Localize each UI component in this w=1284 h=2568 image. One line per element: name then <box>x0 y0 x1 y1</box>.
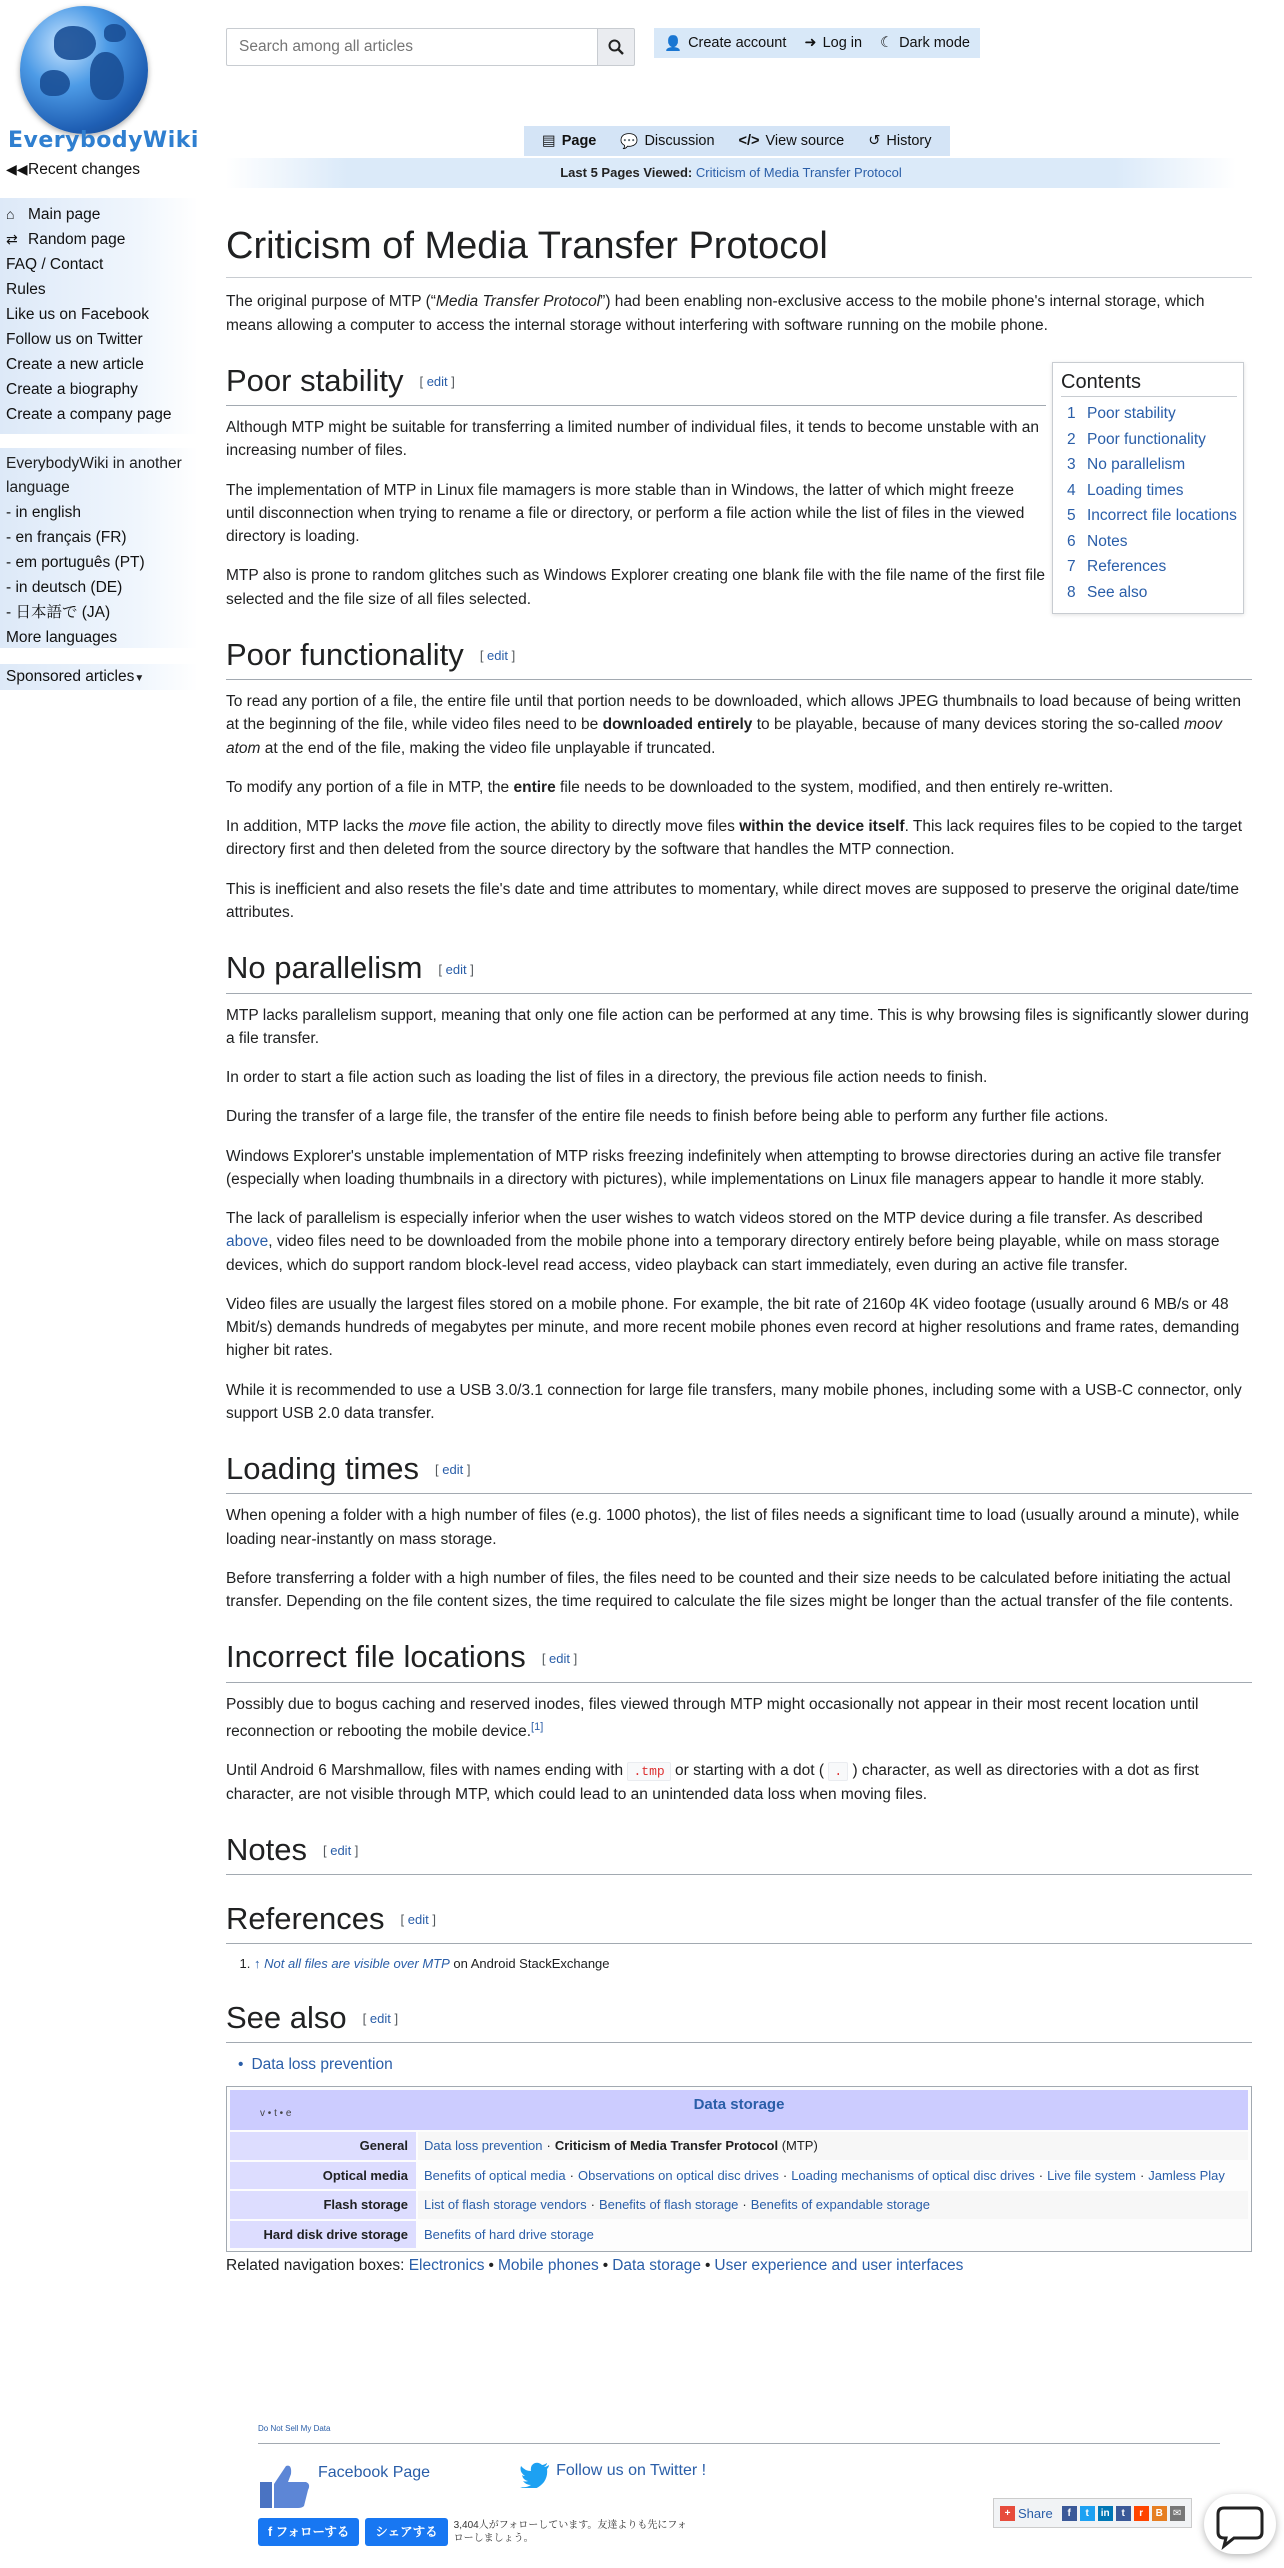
share-link[interactable]: Share <box>1018 2505 1053 2521</box>
toc-item[interactable]: 7 References <box>1059 554 1237 580</box>
toc-title: Contents <box>1061 371 1237 397</box>
navbox-data-storage <box>226 2086 1252 2252</box>
heading-loading-times: Loading times [ edit ] <box>226 1449 1252 1494</box>
navbox-list <box>418 2221 1248 2249</box>
tab-view-source[interactable]: </> View source <box>738 133 845 149</box>
sponsored-dropdown[interactable]: Sponsored articles▼ <box>0 664 198 690</box>
navbox-suffix: (MTP) <box>778 2138 818 2154</box>
facebook-follow-note: 3,404人がフォローしています。友達よりも先にフォローしましょう。 <box>453 2520 687 2544</box>
navbox-list <box>418 2191 1248 2219</box>
twitter-follow-link[interactable]: Follow us on Twitter ! <box>520 2462 706 2488</box>
toc-number: 1 <box>1067 405 1076 422</box>
toc-item[interactable]: 1 Poor stability <box>1059 401 1237 427</box>
twitter-icon <box>520 2462 550 2488</box>
dark-mode-toggle[interactable]: ☾ Dark mode <box>880 35 970 51</box>
sidebar-item-create-a-new-article[interactable]: Create a new article <box>6 356 144 373</box>
above-link[interactable]: above <box>226 1233 269 1251</box>
heading-incorrect-file-locations: Incorrect file locations [ edit ] <box>226 1637 1252 1682</box>
paragraph: Although MTP might be suitable for transferring a limited number of individual files, it tends to become unstable with an increasing number of files. <box>226 419 1040 460</box>
navbox-link[interactable]: Data loss prevention <box>424 2138 543 2154</box>
separator: • <box>602 2257 609 2275</box>
toc-item[interactable]: 5 Incorrect file locations <box>1059 503 1237 529</box>
paragraph: To modify any portion of a file in MTP, the entire file needs to be downloaded to the system, modified, and then entirely re-written. <box>226 778 1114 796</box>
paragraph: MTP also is prone to random glitches such as Windows Explorer creating one blank file with the file name of the first file selected and the file size of all files selected. <box>226 567 1046 608</box>
comments-icon: 💬 <box>620 133 639 150</box>
see-also-list <box>226 2053 1252 2076</box>
reference-item: 1. ↑ Not all files are visible over MTP on Android StackExchange <box>254 1954 1252 1974</box>
reference-link[interactable]: [1] <box>531 1720 544 1733</box>
navbox-title[interactable]: Data storage <box>693 2096 785 2114</box>
chat-bubble-icon[interactable] <box>1204 2494 1276 2554</box>
share-bar <box>993 2498 1192 2528</box>
toc-number: 3 <box>1067 456 1076 473</box>
sidebar-languages <box>0 448 198 648</box>
heading-references: References [ edit ] <box>226 1899 1252 1944</box>
toc-number: 2 <box>1067 430 1076 448</box>
edit-link[interactable]: edit <box>549 1650 571 1666</box>
recent-changes-link[interactable]: ◀◀Recent changes <box>0 157 140 182</box>
heading-see-also: See also [ edit ] <box>226 1998 1252 2043</box>
navbox-link[interactable]: Benefits of expandable storage <box>750 2197 931 2213</box>
heading-no-parallelism: No parallelism [ edit ] <box>226 948 1252 993</box>
paragraph: Video files are usually the largest files stored on a mobile phone. For example, the bit rate of 2160p 4K video footage (usually around 6 MB/s or 48 Mbit/s) demands hundreds of megabytes per minute, and more recent mobile phones even record at higher resolutions and frame rates, demanding higher bit rates. <box>226 1295 1240 1360</box>
navbox-current-item: Criticism of Media Transfer Protocol <box>554 2138 779 2154</box>
language-link[interactable]: - in deutsch (DE) <box>6 579 123 596</box>
home-icon: ⌂ <box>6 206 15 222</box>
reference-title-link[interactable]: Not all files are visible over MTP <box>264 1956 450 1972</box>
create-account-link[interactable]: 👤 Create account <box>664 35 787 52</box>
separator: · <box>546 2138 551 2154</box>
see-also-link[interactable]: Data loss prevention <box>251 2056 393 2074</box>
toc-item[interactable]: 8 See also <box>1059 580 1237 606</box>
separator: · <box>782 2167 788 2183</box>
separator: · <box>1139 2167 1145 2183</box>
last-viewed-bar: Last 5 Pages Viewed: Criticism of Media Transfer Protocol <box>226 158 1236 188</box>
paragraph: Until Android 6 Marshmallow, files with names ending with .tmp or starting with a dot ( . ) character, as well as directories with a dot as first character, are not visible through MTP, which could lead to an unintended data loss when moving files. <box>226 1762 1199 1803</box>
site-logo[interactable] <box>8 6 199 156</box>
navbox-row <box>230 2191 1248 2219</box>
facebook-icon: f <box>268 2525 276 2539</box>
blogger-share-icon[interactable]: B <box>1152 2506 1167 2521</box>
language-link[interactable]: - en français (FR) <box>6 529 127 546</box>
facebook-share-icon[interactable]: f <box>1062 2506 1077 2521</box>
caret-down-icon: ▼ <box>134 673 145 684</box>
page-tabs <box>524 126 950 156</box>
view-template-link[interactable]: v <box>260 2108 265 2120</box>
rewind-icon: ◀◀ <box>6 161 28 177</box>
share-plus-icon[interactable]: + <box>1000 2506 1015 2521</box>
paragraph: This is inefficient and also resets the file's date and time attributes to momentary, while direct moves are supposed to preserve the original date/time attributes. <box>226 880 1239 921</box>
paragraph: Windows Explorer's unstable implementation of MTP risks freezing indefinitely when attempting to browse directories during an active file transfer (especially when loading thumbnails in a directory with pictures), while implementations on Linux file managers appear to handle it more stably. <box>226 1147 1222 1188</box>
paragraph: While it is recommended to use a USB 3.0/3.1 connection for large file transfers, many mobile phones, including some with a USB-C connector, only support USB 2.0 data transfer. <box>226 1381 1242 1422</box>
navbox-link[interactable]: List of flash storage vendors <box>424 2197 587 2213</box>
login-icon: ➜ <box>804 35 817 51</box>
search-box <box>226 28 598 66</box>
navbox-link[interactable]: Loading mechanisms of optical disc drives <box>791 2167 1035 2183</box>
related-navbox-link[interactable]: Mobile phones <box>497 2257 599 2275</box>
personal-tools <box>654 28 980 58</box>
paragraph: Possibly due to bogus caching and reserved inodes, files viewed through MTP might occasionally not appear in their most recent location until reconnection or rebooting the mobile device.[1] <box>226 1695 1199 1741</box>
edit-link[interactable]: edit <box>330 1843 352 1859</box>
navbox-link[interactable]: Benefits of hard drive storage <box>424 2226 594 2242</box>
navbox-link[interactable]: Observations on optical disc drives <box>577 2167 779 2183</box>
sidebar-item-random-page[interactable]: ⇄ Random page <box>0 227 198 252</box>
do-not-sell-link[interactable]: Do Not Sell My Data <box>258 2424 331 2433</box>
reddit-share-icon[interactable]: r <box>1134 2506 1149 2521</box>
edit-link[interactable]: edit <box>442 1462 464 1478</box>
tumblr-share-icon[interactable]: t <box>1116 2506 1131 2521</box>
toc-number: 8 <box>1067 583 1076 601</box>
user-plus-icon: 👤 <box>664 35 683 52</box>
edit-link[interactable]: edit <box>369 2011 391 2027</box>
toc-item[interactable]: 6 Notes <box>1059 529 1237 555</box>
paragraph: The lack of parallelism is especially inferior when the user wishes to watch videos stored on the MTP device during a file transfer. As described above, video files need to be downloaded from the mobile phone into a temporary directory entirely before being playable, while on mass storage devices, which do support random block-level read access, video playback can start immediately, even during an active file transfer. <box>226 1210 1220 1274</box>
search-input[interactable] <box>227 29 597 65</box>
sidebar-item-like-us-on-facebook[interactable]: Like us on Facebook <box>6 306 150 323</box>
paragraph: During the transfer of a large file, the transfer of the entire file needs to finish before being able to perform any further file actions. <box>226 1108 1109 1126</box>
page-title: Criticism of Media Transfer Protocol <box>226 222 1252 278</box>
paragraph: When opening a folder with a high number of files (e.g. 1000 photos), the list of files needs a significant time to load (usually around a minute), while loading near-instantly on mass storage. <box>226 1507 1240 1548</box>
tab-history[interactable]: ↺ History <box>868 133 932 149</box>
logo-text: EverybodyWiki <box>8 128 199 153</box>
talk-template-link[interactable]: t <box>274 2108 277 2120</box>
navbox-row <box>230 2221 1248 2249</box>
navbox-title-bar <box>230 2090 1248 2130</box>
navbox-row <box>230 2132 1248 2160</box>
edit-link[interactable]: edit <box>445 961 467 977</box>
references-list <box>254 1954 1252 1974</box>
related-navboxes: Related navigation boxes: Electronics • Mobile phones • Data storage • User experience and user interfaces <box>226 2257 964 2275</box>
globe-icon <box>20 6 148 134</box>
moon-icon: ☾ <box>880 35 894 51</box>
sidebar-item-create-a-company-page[interactable]: Create a company page <box>6 406 172 423</box>
navbox-group-label: Optical media <box>230 2162 416 2190</box>
toc-number: 6 <box>1067 532 1076 550</box>
related-navbox-link[interactable]: Electronics <box>408 2257 485 2275</box>
sidebar-item-follow-us-on-twitter[interactable]: Follow us on Twitter <box>6 331 143 348</box>
paragraph: In order to start a file action such as loading the list of files in a directory, the previous file action needs to finish. <box>226 1069 988 1087</box>
related-navbox-link[interactable]: User experience and user interfaces <box>714 2257 964 2275</box>
separator: · <box>1038 2167 1044 2183</box>
language-link[interactable]: - em português (PT) <box>6 554 145 571</box>
shuffle-icon: ⇄ <box>6 231 18 247</box>
sidebar-item-faq-contact[interactable]: FAQ / Contact <box>6 256 104 273</box>
toc-item[interactable]: 4 Loading times <box>1059 478 1237 504</box>
sidebar-nav <box>0 198 198 434</box>
related-navbox-link[interactable]: Data storage <box>612 2257 701 2275</box>
separator: • <box>488 2257 494 2275</box>
separator: • <box>704 2257 711 2275</box>
login-link[interactable]: ➜ Log in <box>804 35 863 51</box>
navbox-link[interactable]: Jamless Play <box>1148 2167 1225 2183</box>
paragraph: In addition, MTP lacks the move file action, the ability to directly move files within the device itself. This lack requires files to be copied to the target directory first and then deleted from the source directory by the software that handles the MTP connection. <box>226 818 1243 859</box>
paragraph: The implementation of MTP in Linux file mamagers is more stable than in Windows, the latter of which might freeze until disconnection when trying to rename a file or directory, or perform a file action while the list of files in the viewed directory is loading. <box>226 481 1025 546</box>
navbox-row <box>230 2162 1248 2190</box>
navbox-list <box>418 2132 1248 2160</box>
edit-link[interactable]: edit <box>426 374 448 390</box>
heading-poor-stability: Poor stability [ edit ] <box>226 361 1046 406</box>
navbox-group-label: Hard disk drive storage <box>230 2221 416 2249</box>
navbox-list <box>418 2162 1248 2190</box>
toc-number: 4 <box>1067 481 1076 499</box>
edit-template-link[interactable]: e <box>285 2108 292 2120</box>
language-link[interactable]: - 日本語で (JA) <box>6 604 111 621</box>
last-viewed-link[interactable]: Criticism of Media Transfer Protocol <box>695 165 902 180</box>
file-icon: ▤ <box>542 133 556 149</box>
paragraph: Before transferring a folder with a high number of files, the files need to be counted and their size needs to be calculated before initiating the actual transfer. Depending on the file content sizes, the time required to calculate the file sizes might be longer than the actual transfer of the file contents. <box>226 1569 1234 1611</box>
intro-paragraph: The original purpose of MTP (“Media Transfer Protocol”) had been enabling non-exclusive access to the mobile phone's internal storage, which means allowing a computer to access the internal storage without interfering with software running on the mobile phone. <box>226 293 1205 334</box>
code-icon: </> <box>738 133 760 149</box>
navbox-link[interactable]: Live file system <box>1047 2167 1136 2183</box>
navbox-group-label: General <box>230 2132 416 2160</box>
backlink[interactable]: ↑ <box>254 1956 261 1972</box>
navbox-link[interactable]: Benefits of optical media <box>424 2167 566 2183</box>
sidebar-item-main-page[interactable]: ⌂ Main page <box>0 202 198 227</box>
facebook-page-link[interactable]: Facebook Page <box>258 2462 430 2510</box>
article-content <box>226 200 1252 2278</box>
navbox-link[interactable]: Benefits of flash storage <box>598 2197 739 2213</box>
linkedin-share-icon[interactable]: in <box>1098 2506 1113 2521</box>
toc-item[interactable]: 2 Poor functionality <box>1059 427 1237 453</box>
twitter-share-icon[interactable]: t <box>1080 2506 1095 2521</box>
more-languages-link[interactable]: More languages <box>6 629 118 646</box>
toc-item[interactable]: 3 No parallelism <box>1059 452 1237 478</box>
email-share-icon[interactable]: ✉ <box>1170 2506 1185 2521</box>
sidebar-item-rules[interactable]: Rules <box>6 281 46 298</box>
vte-links: v • t • e <box>260 2108 292 2120</box>
facebook-follow-button[interactable]: f フォローする <box>258 2518 359 2546</box>
separator: · <box>569 2167 574 2183</box>
search-button[interactable] <box>597 28 635 66</box>
paragraph: To read any portion of a file, the entire file until that portion needs to be downloaded, which allows JPEG thumbnails to load because of being written at the beginning of the file, while video files need to be downloaded entirely to be playable, because of many devices storing the so-called moov atom at the end of the file, making the video file unplayable if truncated. <box>226 693 1242 757</box>
languages-heading: EverybodyWiki in another language <box>6 455 182 496</box>
edit-link[interactable]: edit <box>407 1912 429 1928</box>
paragraph: MTP lacks parallelism support, meaning that only one file action can be performed at any time. This is why browsing files is significantly slower during a file transfer. <box>226 1006 1249 1047</box>
toc-number: 5 <box>1067 507 1076 524</box>
list-item <box>226 2053 1252 2076</box>
separator: · <box>742 2197 747 2213</box>
toc-number: 7 <box>1067 558 1076 575</box>
edit-link[interactable]: edit <box>487 648 509 664</box>
history-icon: ↺ <box>868 133 881 149</box>
tab-discussion[interactable]: 💬 Discussion <box>620 133 715 150</box>
search-icon <box>608 39 624 55</box>
thumbs-up-icon <box>258 2462 312 2510</box>
sidebar-item-create-a-biography[interactable]: Create a biography <box>6 381 138 398</box>
heading-notes: Notes [ edit ] <box>226 1830 1252 1875</box>
heading-poor-functionality: Poor functionality [ edit ] <box>226 635 1252 680</box>
separator: · <box>590 2197 595 2213</box>
facebook-share-button[interactable]: シェアする <box>365 2518 447 2546</box>
language-link[interactable]: - in english <box>6 504 81 521</box>
tab-page[interactable]: ▤ Page <box>542 133 597 149</box>
footer-divider <box>258 2443 1220 2444</box>
navbox-group-label: Flash storage <box>230 2191 416 2219</box>
